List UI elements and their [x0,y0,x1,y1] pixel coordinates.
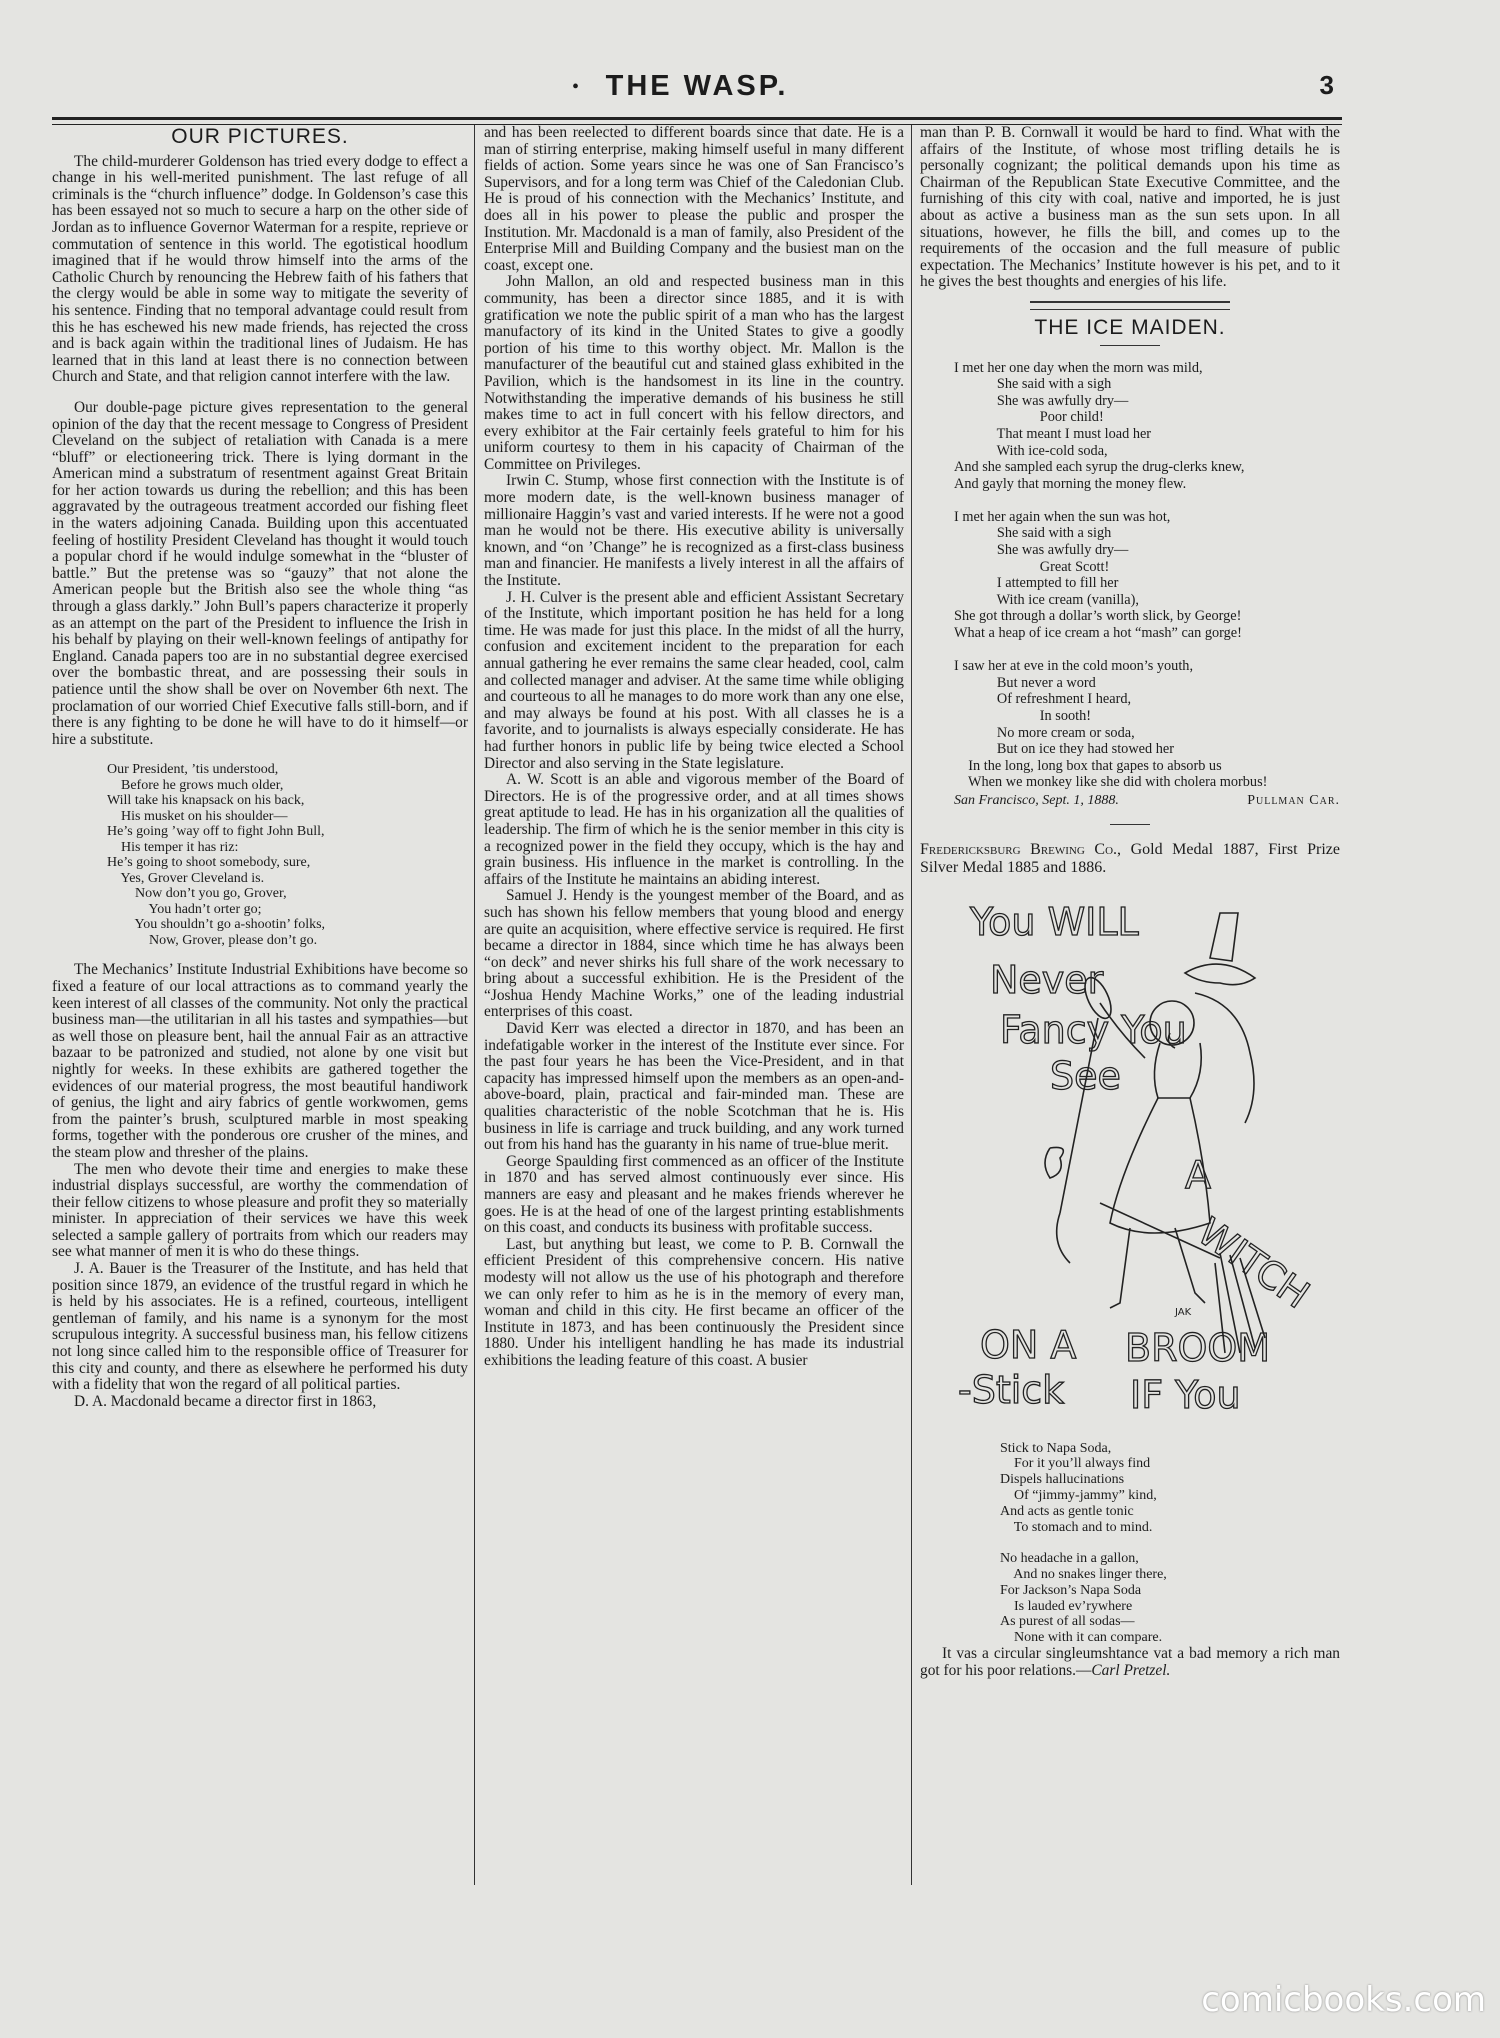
cartoon-text: ON A [980,1322,1077,1367]
verse-line: Now, Grover, please don’t go. [107,932,318,948]
verse [107,762,468,948]
moon-face [1045,1147,1063,1178]
paragraph: J. A. Bauer is the Treasurer of the Institute, and has held that position since 1879, an evidence of the trustful regard in which he is held by his associates. He is a refined, courteous, intelligent gentleman of family, and his name is a synonym for the most scrupulous integrity. A successful business man, his fellow citizens not long since called him to the responsible office of Treasurer for this city and county, and there as elsewhere he performed his duty with a fidelity that won the regard of all political parties. [52,1260,468,1394]
poem-byline [954,793,1340,810]
masthead-rule [52,117,1342,125]
short-rule [1100,345,1160,346]
poem-line: What a heap of ice cream a hot “mash” can gorge! [954,625,1242,642]
paragraph: The Mechanics’ Institute Industrial Exhibitions have become so fixed a feature of our local attractions as to command yearly the keen interest of all classes of the community. Not only the practical business man—the utilitarian in all his tastes and sympathies—but as well those on pleasure bent, hail the annual Fair as an attractive bazaar to be patronized and studied, not alone by one visit but nightly for weeks. In these exhibits are gathered together the evidences of our material progress, the most beautiful handiwork of genius, the light and airy fabrics of gentle workwomen, gems from the painter’s brush, sculptured marble in most speaking forms, together with the ponderous ore crusher of the mines, and the steam plow and thresher of the plains. [52,961,468,1161]
verse-line: None with it can compare. [1000,1630,1163,1646]
verse-line: Will take his knapsack on his back, [107,793,305,809]
poem-line: She said with a sigh [954,525,1112,542]
verse-line: Before he grows much older, [107,777,284,793]
verse-line: Yes, Grover Cleveland is. [107,870,265,886]
witch-hat [1210,913,1238,961]
paragraph: A. W. Scott is an able and vigorous member of the Board of Directors. He is of the progressive order, and at all times shows great aptitude to lead. He has in his organization all the qualities of leadership. The firm of which he is the senior member in this city is a recognized power in the field they occupy, which is the hay and grain business. His influence in the market is controlling. In the affairs of the Institute he maintains an abiding interest. [484,771,904,888]
page-number: 3 [1319,70,1334,100]
poem-line: She said with a sigh [954,376,1112,393]
verse-line: And no snakes linger there, [1000,1566,1167,1582]
cartoon-text: Fancy You [1000,1007,1187,1052]
poem-place: San Francisco, Sept. 1, 1888. [954,792,1119,808]
witch-cartoon [920,883,1340,1433]
paragraph: and has been reelected to different boards since that date. He is a man of stirring enterprise, making himself useful in many different fields of action. Some years since he was one of San Francisco’s Supervisors, and for a long term was Chief of the Caledonian Club. He is proud of his connection with the Mechanics’ Institute, and does all in his power to please the public and prosper the Institution. Mr. Macdonald is a man of family, also President of the Enterprise Mill and Building Company and the busiest man on the coast, except one. [484,125,904,274]
verse-line: Now don’t you go, Grover, [107,886,287,902]
poem-line: And gayly that morning the money flew. [954,475,1187,492]
paragraph: Last, but anything but least, we come to P. B. Cornwall the efficient President of this comprehensive concern. His native modesty will not allow us the use of his photograph and therefore we can only refer to him as he is in the memory of every man, woman and child in this city. He first became an officer of the Institute in 1873, and has been continuously the President since 1880. Under his intelligent handling he has made its industrial exhibitions the leading feature of this coast. A busier [484,1235,904,1369]
poem-line: No more cream or soda, [954,724,1135,741]
verse-line: Our President, ’tis understood, [107,762,279,778]
paragraph: George Spaulding first commenced as an officer of the Institute in 1870 and has served almost continuously ever since. His manners are easy and pleasant and he makes friends wherever he goes. He is at the head of one of the largest printing establishments on this coast, and conducts its business with profitable success. [484,1152,904,1237]
verse-line: You hadn’t orter go; [107,901,262,917]
verse-line: To stomach and to mind. [1000,1519,1153,1535]
brewing-ad [920,841,1340,877]
poem-line: With ice cream (vanilla), [954,591,1139,608]
masthead-bullet: • [572,76,580,98]
column-1 [52,125,468,1908]
column-divider [911,125,912,1885]
paragraph: Our double-page picture gives representation to the general opinion of the day that the recent message to Congress of President Cleveland on the subject of retaliation with Canada is a mere “bluff” or electioneering trick. There is lying dormant in the American mind a substratum of resentment against Great Britain for her action towards us during the rebellion; and this has been aggravated by the outrageous treatment accorded our fishing fleet in the waters adjoining Canada. Building upon this accentuated feeling of hostility President Cleveland has thought it would touch a popular chord if he would indulge somewhat in the “bluster of battle.” But the pretense was so “gauzy” that not alone the American people but the British also see the whole thing “as through a glass darkly.” John Bull’s papers characterize it properly as an attempt on the part of the President to influence the Irish in his behalf by playing on their well-known feelings of antipathy for England. Canada papers too are in no substantial degree exercised over the bombastic threat, and are possessing their souls in patience until the show shall be over on November 6th next. The proclamation of our worried Chief Executive falls still-born, and if there is any fighting to be done he will have to do it himself—or hire a substitute. [52,398,468,748]
paragraph: man than P. B. Cornwall it would be hard to find. What with the affairs of the Institute, of whose most trifling details he is personally cognizant; the political demands upon his time as Chairman of the Republican State Executive Committee, and the furnishing of this city with coal, native and imported, he is just about as active a business man as the sun sets upon. In all situations, however, he fills the bill, and comes up to the requirements of the occasion and the full measure of public expectation. The Mechanics’ Institute however is his pet, and to it he gives the best thoughts and energies of his life. [920,125,1340,291]
poem-line: When we monkey like she did with cholera morbus! [954,774,1268,791]
poem-line: I met her one day when the morn was mild, [954,359,1203,376]
poem-line: In sooth! [954,708,1092,724]
paragraph: The child-murderer Goldenson has tried every dodge to effect a change in his well-merited punishment. The last refuge of all criminals is the “church influence” dodge. In Goldenson’s case this has been essayed not so much to secure a harp on the other side of Jordan as to influence Governor Waterman for a respite, reprieve or commutation of sentence in this world. The egotistical hoodlum imagined that if he would throw himself into the arms of the Catholic Church by renouncing the Hebrew faith of his fathers that the clergy would be able in some way to mitigate the severity of his sentence. Finding that no temporal advantage could result from this he has eschewed his new made friends, has rejected the cross and is back again within the traditional lines of Judaism. He has learned that in this land at least there is no connection between Church and State, and that religion cannot interfere with the law. [52,152,468,386]
column-divider [474,125,475,1885]
poem-line: In the long, long box that gapes to absorb us [954,757,1222,774]
verse-line: Dispels hallucinations [1000,1472,1125,1488]
poem-line: Of refreshment I heard, [954,691,1132,708]
artist-initials: JAK [1175,1306,1192,1318]
verse-line: For it you’ll always find [1000,1456,1151,1472]
paragraph: John Mallon, an old and respected business man in this community, has been a director since 1885, and it is with gratification we note the public spirit of a man who has the largest manufactory of its kind in the United States to give a goodly portion of his time to this worthy object. Mr. Mallon is the manufacturer of the beautiful cut and stained glass exhibited in the Pavilion, which is the handsomest in its line in the country. Notwithstanding the imperative demands of his business he still makes time to act in full concert with his fellow directors, and every exhibitor at the Fair certainly feels grateful to him for his uniform courtesy to them in his capacity of Chairman of the Committee on Privileges. [484,273,904,473]
poem-line: Poor child! [954,409,1104,426]
cartoon-text: You WILL [970,899,1139,944]
poem-line [954,642,1340,659]
masthead-title: THE WASP. [605,70,789,102]
poem-signature: Pullman Car. [1247,792,1340,808]
paragraph: Irwin C. Stump, whose first connection with the Institute is of more modern date, is the well-known business manager of millionaire Haggin’s vast and varied interests. If he were not a good man he would not be there. His executive ability is universally known, and “on ’Change” he is recognized as a first-class business man and financier. He manifests a lively interest in all the affairs of the Institute. [484,472,904,590]
cartoon-text: WITCH [1189,1208,1318,1317]
poem-line: And she sampled each syrup the drug-clerks knew, [954,459,1245,476]
ad-brand: Fredericksburg Brewing Co. [920,840,1118,858]
verse-line: For Jackson’s Napa Soda [1000,1582,1142,1598]
poem-line: That meant I must load her [954,425,1152,442]
quip-author: Carl Pretzel. [1091,1661,1171,1679]
ornamental-rule [1030,301,1230,310]
closing-quip [920,1646,1340,1679]
poem-line: I attempted to fill her [954,575,1119,592]
poem-line: But never a word [954,674,1096,691]
short-rule [1110,824,1150,825]
cartoon-text: Never [990,957,1104,1002]
poem [954,360,1340,810]
poem-line: Great Scott! [954,558,1110,575]
cartoon-text: BROOM [1125,1325,1271,1370]
verse-line: As purest of all sodas— [1000,1614,1135,1630]
poem-line: She was awfully dry— [954,392,1129,409]
verse-line: Is lauded ev’rywhere [1000,1598,1133,1614]
poem-line: I met her again when the sun was hot, [954,508,1171,525]
site-watermark: comicbooks.com [1201,1980,1486,2020]
paragraph: Samuel J. Hendy is the youngest member of the Board, and as such has shown his fellow members that young blood and energy are quite an acquisition, where effective service is required. He first became a director in 1884, since which time he has always been “on deck” and never shirks his full share of the work necessary to bring about a successful exhibition. He is the President of the “Joshua Hendy Machine Works,” one of the leading industrial enterprises of this coast. [484,887,904,1021]
section-heading: OUR PICTURES. [171,125,349,148]
quip-text: It vas a circular singleumshtance vat a bad memory a rich man got for his poor relations.— [920,1644,1340,1679]
paragraph: D. A. Macdonald became a director first in 1863, [74,1392,377,1410]
paragraph: J. H. Culver is the present able and efficient Assistant Secretary of the Institute, which important position he has held for a long time. He was made for just this place. In the midst of all the hurry, confusion and excitement incident to the preparation for each annual gathering he ever remains the same clear headed, cool, calm and collected manager and adviser. At the same time while obliging and courteous to all he manages to do more work than any one else, and may always be found at his post. With all classes he is a favorite, and to journalists is always especially considerate. He has had further honors in public life by being twice elected a School Director and also serving in the State legislature. [484,588,904,772]
poem-line: With ice-cold soda, [954,442,1108,459]
verse-line [1000,1535,1340,1551]
napa-soda-verse [1000,1441,1340,1646]
masthead [52,70,1342,110]
poem-line: She was awfully dry— [954,542,1129,559]
verse-line: He’s going to shoot somebody, sure, [107,855,311,871]
verse-line: Stick to Napa Soda, [1000,1440,1112,1456]
cartoon-text: -Stick [958,1367,1065,1412]
verse-line: No headache in a gallon, [1000,1551,1139,1567]
poem-line: But on ice they had stowed her [954,741,1174,758]
cartoon-text: A [1185,1152,1211,1197]
poem-line: I saw her at eve in the cold moon’s youth, [954,658,1194,675]
verse-line: He’s going ’way off to fight John Bull, [107,824,325,840]
column-2 [484,125,904,1908]
poem-line [954,492,1340,509]
poem-line: She got through a dollar’s worth slick, by George! [954,608,1242,625]
paragraph: David Kerr was elected a director in 1870, and has been an indefatigable worker in the interest of the Institute ever since. For the past four years he has been the Vice-President, and in that capacity has impressed himself upon the members as an open-and-above-board, plain, practical and fair-minded man. These are qualities characteristic of the noble Scotchman that he is. His business in life is carriage and truck building, and any work turned out from his hand has the guaranty in his name of true-blue merit. [484,1020,904,1154]
verse-line: His musket on his shoulder— [107,808,288,824]
paragraph: The men who devote their time and energies to make these industrial displays successful, are worthy the commendation of their fellow citizens to whose pleasure and profit they so materially minister. In appreciation of their services we have this week selected a sample gallery of portraits from which our readers may see what manner of men it is who do these things. [52,1160,468,1261]
witch-hair [1195,993,1254,1123]
verse-line: Of “jimmy-jammy” kind, [1000,1487,1157,1503]
verse-line: His temper it has riz: [107,839,239,855]
verse-line: You shouldn’t go a-shootin’ folks, [107,917,326,933]
ad-text: , Gold Medal 1887, First Prize Silver Medal 1885 and 1886. [920,840,1340,876]
cartoon-text: IF You [1130,1372,1241,1417]
column-3 [920,125,1340,1908]
poem-title: THE ICE MAIDEN. [1034,315,1226,339]
verse-line: And acts as gentle tonic [1000,1503,1134,1519]
cartoon-text: See [1050,1053,1121,1098]
witch-illustration [920,883,1340,1433]
